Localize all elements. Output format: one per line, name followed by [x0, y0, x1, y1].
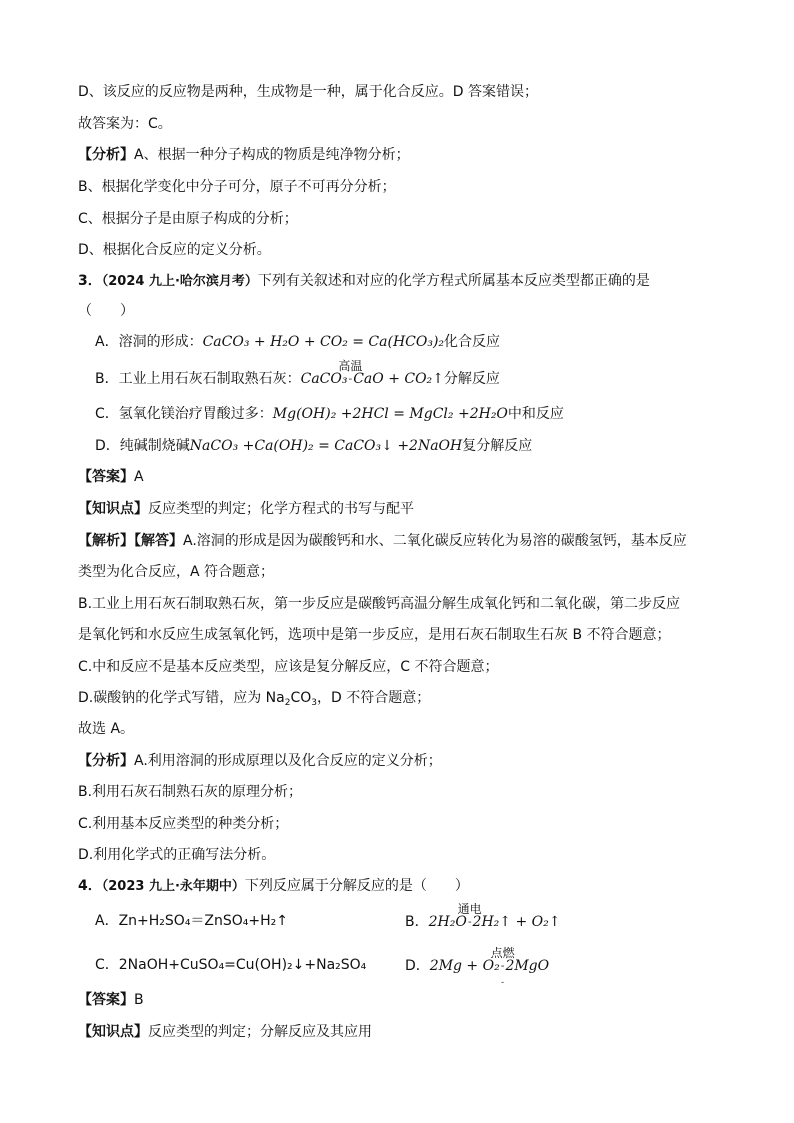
- question-3-knowledge-point: 【知识点】反应类型的判定；化学方程式的书写与配平: [78, 501, 414, 517]
- question-3-option-b: B．工业上用石灰石制取熟石灰：CaCO₃ 高温 -CaO + CO₂↑分解反应: [95, 359, 500, 387]
- question-3-answer: 【答案】A: [78, 469, 144, 485]
- question-4-option-a: A．Zn+H₂SO₄＝ZnSO₄+H₂↑: [95, 913, 289, 929]
- question-3-analysis-a: 【分析】A.利用溶洞的形成原理以及化合反应的定义分析；: [78, 753, 442, 769]
- question-4-option-d: D．2Mg + O₂ 点燃 - - 2MgO: [405, 946, 550, 988]
- question-number: 4．: [78, 878, 102, 894]
- equation: NaCO₃ +Ca(OH)₂ = CaCO₃↓ +2NaOH: [189, 438, 463, 454]
- question-3-choice: 故选 A。: [78, 721, 135, 737]
- question-source: （2023 九上·永年期中）: [101, 879, 245, 894]
- analysis-tag: 【分析】: [78, 147, 134, 163]
- prev-option-d-explanation: D、该反应的反应物是两种，生成物是一种，属于化合反应。D 答案错误；: [78, 84, 539, 100]
- question-3-option-a: A．溶洞的形成：CaCO₃ + H₂O + CO₂ = Ca(HCO₃)₂化合反应: [95, 334, 501, 350]
- question-4-knowledge-point: 【知识点】反应类型的判定；分解反应及其应用: [78, 1024, 372, 1040]
- question-4-option-b: B．2H₂O 通电 -2H₂↑ + O₂↑: [405, 902, 561, 930]
- question-3-analysis-b: B.利用石灰石制熟石灰的原理分析；: [78, 784, 303, 800]
- question-3-explanation-d: D.碳酸钠的化学式写错，应为 $Na_2CO_3$，D 不符合题意；: [78, 690, 431, 708]
- question-3-explanation-c: C.中和反应不是基本反应类型，应该是复分解反应，C 不符合题意；: [78, 659, 499, 675]
- question-3-explanation-a2: 类型为化合反应，A 符合题意；: [78, 564, 275, 580]
- equation: Mg(OH)₂ +2HCl = MgCl₂ +2H₂O: [272, 406, 508, 422]
- prev-answer: 故答案为：C。: [78, 116, 172, 132]
- reaction-condition: 高温 -: [338, 359, 363, 385]
- question-4-option-c: C．2NaOH+CuSO₄=Cu(OH)₂↓+Na₂SO₄: [95, 957, 367, 973]
- question-3-explanation-b2: 是氧化钙和水反应生成氢氧化钙，选项中是第一步反应，是用石灰石制取生石灰 B 不符合题意；: [78, 627, 671, 643]
- question-4-stem: 4．（2023 九上·永年期中）下列反应属于分解反应的是（ ）: [78, 878, 469, 894]
- reaction-condition: 通电 -: [457, 902, 482, 928]
- prev-analysis-a: 【分析】A、根据一种分子构成的物质是纯净物分析；: [78, 147, 410, 163]
- question-3-explanation-b1: B.工业上用石灰石制取熟石灰，第一步反应是碳酸钙高温分解生成氧化钙和二氧化碳，第二步反应: [78, 596, 681, 612]
- question-3-stem: 3．（2024 九上·哈尔滨月考）下列有关叙述和对应的化学方程式所属基本反应类型都正确的是: [78, 273, 650, 289]
- question-3-analysis-c: C.利用基本反应类型的种类分析；: [78, 816, 289, 832]
- reaction-condition: 点燃 - -: [490, 946, 515, 988]
- question-3-explanation-a1: 【解析】【解答】A.溶洞的形成是因为碳酸钙和水、二氧化碳反应转化为易溶的碳酸氢钙，基本反应: [78, 533, 687, 549]
- question-3-option-c: C．氢氧化镁治疗胃酸过多：Mg(OH)₂ +2HCl = MgCl₂ +2H₂O中和反应: [95, 406, 564, 422]
- question-3-option-d: D．纯碱制烧碱NaCO₃ +Ca(OH)₂ = CaCO₃↓ +2NaOH复分解反应: [95, 438, 533, 454]
- prev-analysis-b: B、根据化学变化中分子可分，原子不可再分分析；: [78, 179, 396, 195]
- prev-analysis-d: D、根据化合反应的定义分析。: [78, 242, 271, 258]
- prev-analysis-c: C、根据分子是由原子构成的分析；: [78, 211, 298, 227]
- question-3-analysis-d: D.利用化学式的正确写法分析。: [78, 847, 276, 863]
- question-source: （2024 九上·哈尔滨月考）: [101, 274, 258, 289]
- question-number: 3．: [78, 273, 102, 289]
- question-4-answer: 【答案】B: [78, 992, 144, 1008]
- question-3-blank: （ ）: [78, 303, 134, 319]
- equation: CaCO₃ + H₂O + CO₂ = Ca(HCO₃)₂: [202, 334, 445, 350]
